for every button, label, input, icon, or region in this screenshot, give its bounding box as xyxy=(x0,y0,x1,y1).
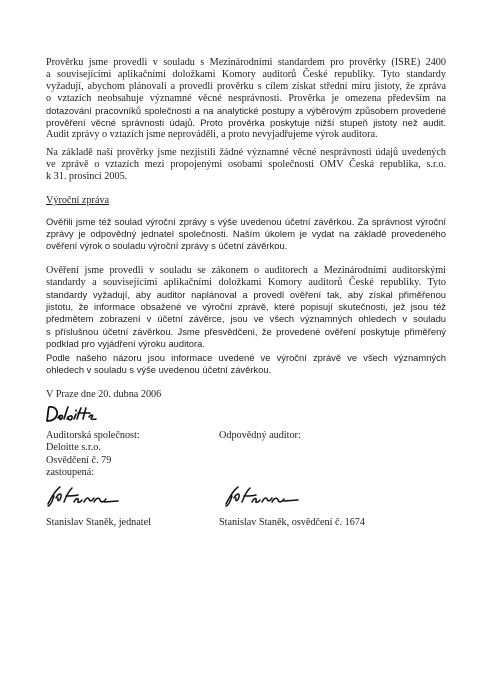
text-line: s příslušnou účetní závěrkou. Jsme přesvědčeni, že provedené ověření poskytuje přiměřený xyxy=(46,325,446,337)
text-line: a souvisejícími aplikačními doložkami Komory auditorů České republiky. Tyto standardy xyxy=(46,69,446,81)
text-line: Ověřili jsme též soulad výroční zprávy s výše uvedenou účetní závěrkou. Za správnost výroční xyxy=(46,216,446,227)
text-line: ve zprávě o vztazích mezi propojenými osobami společnosti OMV Česká republika, s.r.o. xyxy=(46,159,446,171)
paragraph-review-scope-cont xyxy=(46,105,446,129)
signer-left-name: Stanislav Staněk, jednatel xyxy=(46,517,151,528)
text-line: standardy vyžadují, aby auditor naplánoval a provedl ověření tak, aby získal přiměřenou xyxy=(46,289,446,300)
text-line: zprávy je odpovědný jednatel společnosti. Naším úkolem je vydat na základě provedeného xyxy=(46,228,446,240)
text-line: prověření věcné správnosti údajů. Proto prověrka poskytuje nižší stupeň jistoty než audit. xyxy=(46,117,446,129)
signature-right-image xyxy=(222,484,302,510)
text-line: jistotu, že informace obsažené ve výroční zprávě, které popisují skutečnosti, jež jsou též xyxy=(46,301,446,313)
text-line: standardy a souvisejícími aplikačními doložkami Komory auditorů České republiky. Tyto xyxy=(46,277,446,289)
text-line: Ověření jsme provedli v souladu se zákonem o auditorech a Mezinárodními auditorskými xyxy=(46,265,446,276)
paragraph-verification-method-cont xyxy=(46,289,446,350)
company-name: Deloitte s.r.o. xyxy=(46,442,101,454)
signature-left-image xyxy=(44,484,122,510)
text-line: předmětem zobrazení v účetní závěrce, jsou ve všech významných ohledech v souladu xyxy=(46,313,446,325)
paragraph-verification-method xyxy=(46,265,446,289)
represented-by-label: zastoupená: xyxy=(46,467,95,479)
place-date: V Praze dne 20. dubna 2006 xyxy=(46,389,162,400)
company-label: Auditorská společnost: xyxy=(46,430,140,441)
section-heading: Výroční zpráva xyxy=(46,195,110,206)
text-line: ověření výrok o souladu výroční zprávy s účetní závěrkou. xyxy=(46,240,288,252)
deloitte-signature-image xyxy=(44,404,102,426)
text-line: o vztazích neobsahuje významné věcné nesprávnosti. Prověrka je omezena především na xyxy=(46,93,446,105)
paragraph-annual-report-responsibility xyxy=(46,216,446,253)
paragraph-review-scope-end xyxy=(46,129,446,141)
text-line: ohledech v souladu s výše uvedenou účetní závěrkou. xyxy=(46,364,272,376)
text-line: dotazování pracovníků společnosti a na analytické postupy a výběrovým způsobem provedené xyxy=(46,105,446,116)
paragraph-review-conclusion xyxy=(46,147,446,183)
text-line: Prověrku jsme provedli v souladu s Mezinárodními standardem pro prověrky (ISRE) 2400 xyxy=(46,57,446,68)
text-line: Podle našeho názoru jsou informace uvedené ve výroční zprávě ve všech významných xyxy=(46,352,446,363)
paragraph-opinion xyxy=(46,352,446,376)
company-info xyxy=(46,430,140,480)
text-line: vyžadují, abychom plánovali a provedli prověrku s cílem získat střední míru jistoty, že zpráva xyxy=(46,81,446,93)
text-line: k 31. prosinci 2005. xyxy=(46,171,128,183)
company-certificate: Osvědčení č. 79 xyxy=(46,454,112,466)
text-line: podklad pro vyjádření výroku auditora. xyxy=(46,337,205,349)
signer-right-name: Stanislav Staněk, osvědčení č. 1674 xyxy=(219,517,365,528)
responsible-auditor-label: Odpovědný auditor: xyxy=(219,430,301,441)
text-line: Na základě naší prověrky jsme nezjistili žádné významné věcné nesprávnosti údajů uvedených xyxy=(46,147,446,158)
text-line: Audit zprávy o vztazích jsme neprováděli, a proto nevyjadřujeme výrok auditora. xyxy=(46,129,378,140)
paragraph-review-scope xyxy=(46,57,446,105)
